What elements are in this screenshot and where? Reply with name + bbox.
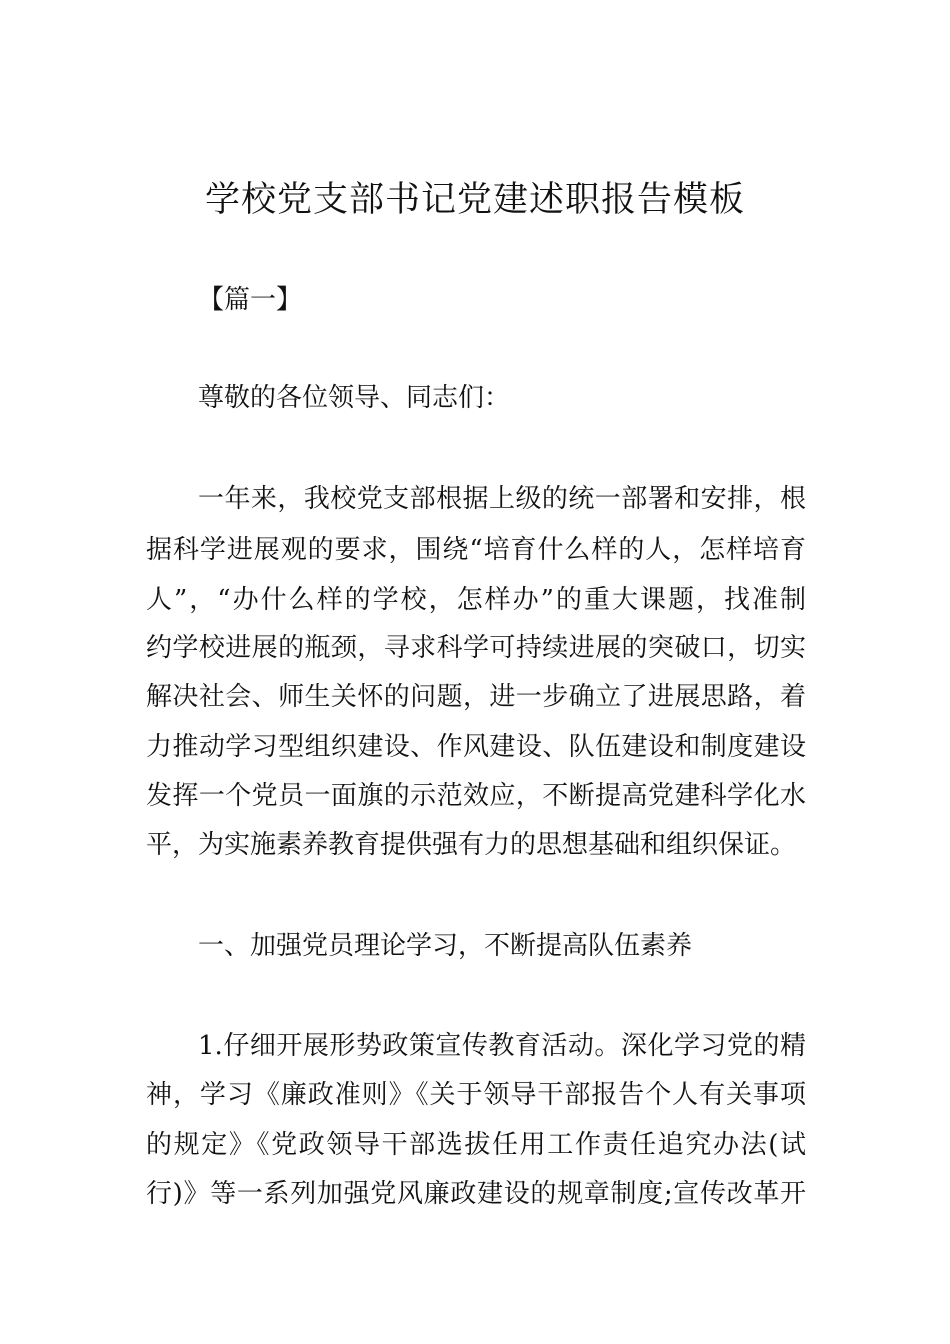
document-title: 学校党支部书记党建述职报告模板: [204, 180, 745, 220]
paragraph-line: 一年来，我校党支部根据上级的统一部署和安排，根: [198, 484, 806, 514]
section-marker: 【篇一】: [198, 285, 303, 315]
salutation: 尊敬的各位领导、同志们：: [198, 383, 511, 413]
paragraph-line: 发挥一个党员一面旗的示范效应，不断提高党建科学化水: [146, 781, 806, 811]
paragraph-line: 1.仔细开展形势政策宣传教育活动。深化学习党的精: [198, 1031, 806, 1061]
paragraph-line: 约学校进展的瓶颈，寻求科学可持续进展的突破口，切实: [146, 633, 806, 663]
paragraph-line: 人”，“办什么样的学校，怎样办”的重大课题，找准制: [146, 585, 806, 615]
paragraph-line: 力推动学习型组织建设、作风建设、队伍建设和制度建设: [146, 732, 806, 762]
paragraph-line: 行)》等一系列加强党风廉政建设的规章制度;宣传改革开: [146, 1179, 806, 1209]
paragraph-line: 平，为实施素养教育提供强有力的思想基础和组织保证。: [146, 830, 797, 860]
paragraph-line: 解决社会、师生关怀的问题，进一步确立了进展思路，着: [146, 682, 806, 712]
paragraph-line: 据科学进展观的要求，围绕“培育什么样的人，怎样培育: [146, 535, 806, 565]
paragraph-line: 神，学习《廉政准则》《关于领导干部报告个人有关事项: [146, 1080, 806, 1110]
paragraph-line: 的规定》《党政领导干部选拔任用工作责任追究办法(试: [146, 1130, 806, 1160]
section-heading: 一、加强党员理论学习，不断提高队伍素养: [198, 931, 693, 961]
